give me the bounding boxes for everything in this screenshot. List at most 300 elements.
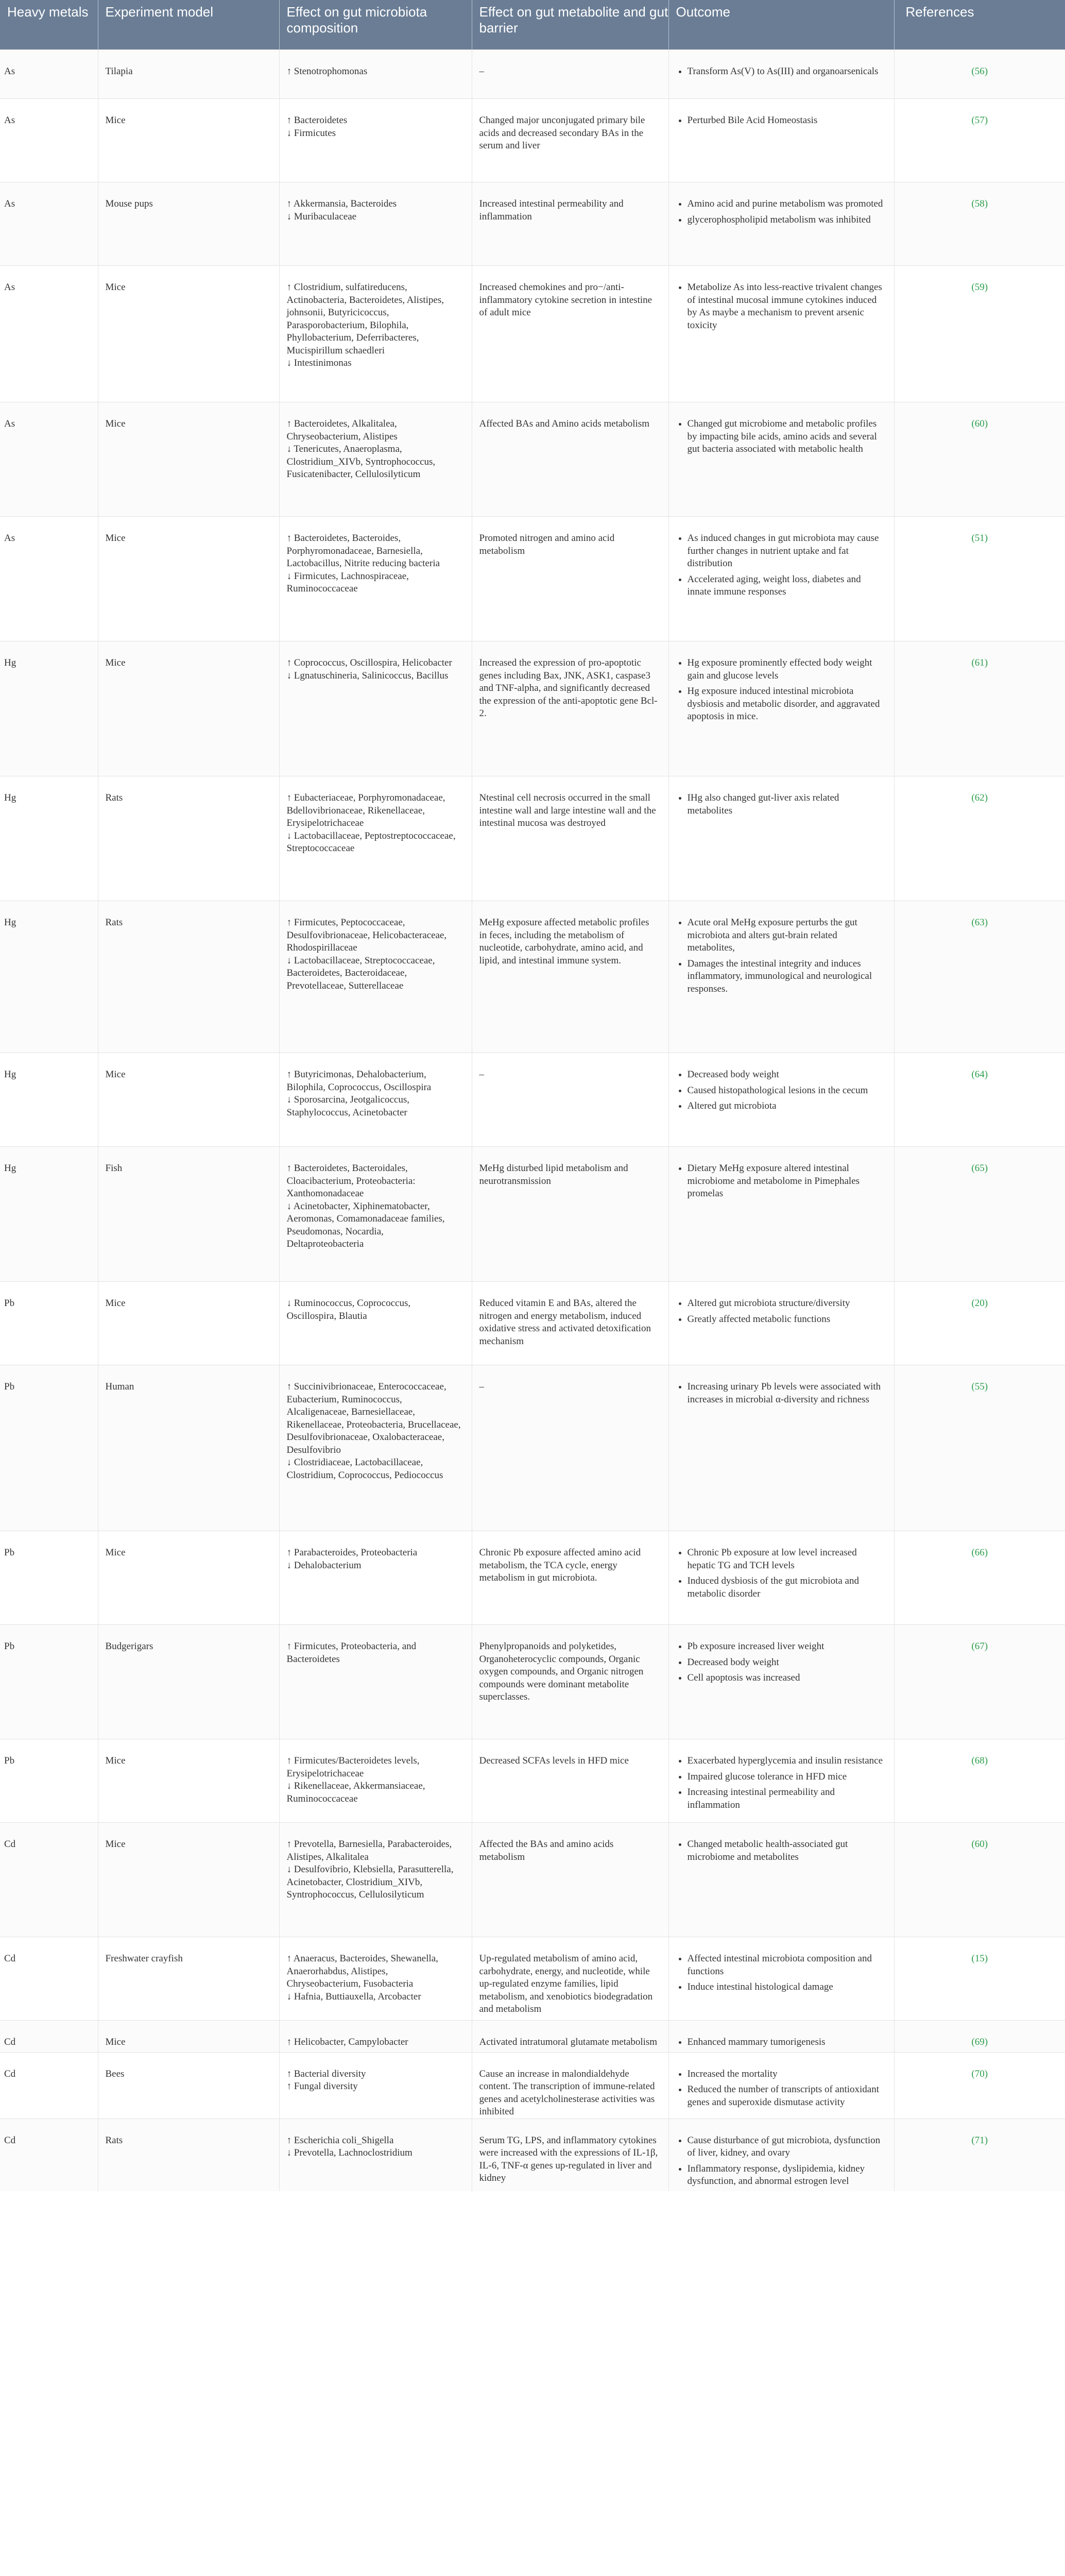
metabolite-effect-value: MeHg exposure affected metabolic profiles in feces, including the metabolism of nucleotide, carbohydrate, amino acid, and lipid, and intestinal immune system. <box>479 917 649 966</box>
experiment-model-cell <box>98 50 279 99</box>
experiment-model-cell <box>98 517 279 641</box>
header-row <box>0 0 1065 50</box>
heavy-metal-cell <box>0 2052 98 2119</box>
gut-microbiota-cell <box>279 1739 472 1823</box>
microbiota-change-line: ↑ Firmicutes/Bacteroidetes levels, Erysipelotrichaceae <box>286 1755 420 1779</box>
heavy-metal-value: Cd <box>4 1953 16 1964</box>
heavy-metal-value: Pb <box>4 1298 15 1309</box>
outcome-list <box>676 1953 884 1994</box>
microbiota-change-line: ↓ Acinetobacter, Xiphinematobacter, Aeromonas, Comamonadaceae families, Pseudomonas, Nocardia, Deltaproteobacteria <box>286 1200 445 1249</box>
microbiota-change-line: ↑ Butyricimonas, Dehalobacterium, Bilophila, Coprococcus, Oscillospira <box>286 1069 432 1093</box>
heavy-metal-cell <box>0 1282 98 1365</box>
experiment-model-cell <box>98 1282 279 1365</box>
microbiota-change-line: ↑ Fungal diversity <box>286 2081 358 2092</box>
experiment-model-value: Mice <box>105 1298 126 1309</box>
outcome-item: • Caused histopathological lesions in the cecum <box>688 1084 884 1097</box>
outcome-list <box>676 2068 884 2109</box>
gut-microbiota-cell <box>279 1531 472 1625</box>
heavy-metal-cell <box>0 266 98 402</box>
outcome-item: • Hg exposure prominently effected body weight gain and glucose levels <box>688 657 884 682</box>
reference-link[interactable]: (15) <box>971 1953 988 1964</box>
experiment-model-cell <box>98 1365 279 1531</box>
outcome-item: • Hg exposure induced intestinal microbiota dysbiosis and metabolic disorder, and aggravated apoptosis in mice. <box>688 685 884 723</box>
outcome-list <box>676 532 884 599</box>
table-row <box>0 50 1065 99</box>
outcome-item: • Induce intestinal histological damage <box>688 1981 884 1994</box>
outcome-item: • Acute oral MeHg exposure perturbs the gut microbiota and alters gut-brain related metabolites, <box>688 917 884 955</box>
gut-metabolite-cell <box>472 1282 668 1365</box>
reference-cell <box>894 1625 1065 1739</box>
gut-microbiota-cell <box>279 2021 472 2053</box>
experiment-model-cell <box>98 1823 279 1937</box>
microbiota-change-line: ↑ Firmicutes, Peptococcaceae, Desulfovibrionaceae, Helicobacteraceae, Rhodospirillaceae <box>286 917 447 953</box>
microbiota-change-line: ↓ Desulfovibrio, Klebsiella, Parasutterella, Acinetobacter, Clostridium_XIVb, Syntrophococcus, Cellulosilyticum <box>286 1864 454 1900</box>
experiment-model-value: Budgerigars <box>105 1641 153 1652</box>
microbiota-change-line: ↓ Intestinimonas <box>286 358 352 368</box>
gut-microbiota-cell <box>279 1937 472 2021</box>
header-gut-metabolite-effect: Effect on gut metabolite and gut barrier <box>472 0 668 50</box>
reference-link[interactable]: (60) <box>971 1839 988 1850</box>
experiment-model-value: Fish <box>105 1163 123 1174</box>
experiment-model-cell <box>98 1739 279 1823</box>
outcome-item: • Increasing intestinal permeability and inflammation <box>688 1786 884 1811</box>
outcome-list <box>676 1838 884 1863</box>
outcome-item: • Decreased body weight <box>688 1656 884 1669</box>
experiment-model-cell <box>98 266 279 402</box>
gut-metabolite-cell <box>472 1739 668 1823</box>
outcome-item: • Decreased body weight <box>688 1069 884 1081</box>
outcome-cell <box>668 1823 894 1937</box>
heavy-metal-value: As <box>4 418 15 429</box>
heavy-metal-value: Cd <box>4 2068 16 2079</box>
outcome-item: • Affected intestinal microbiota composition and functions <box>688 1953 884 1978</box>
metabolite-effect-value: Increased chemokines and pro−/anti-inflammatory cytokine secretion in intestine of adult mice <box>479 282 652 318</box>
outcome-cell <box>668 99 894 182</box>
table-row <box>0 99 1065 182</box>
table-body <box>0 50 1065 2191</box>
experiment-model-value: Freshwater crayfish <box>105 1953 183 1964</box>
table-row <box>0 1053 1065 1147</box>
outcome-item: • Changed gut microbiome and metabolic profiles by impacting bile acids, amino acids and several gut bacteria associated with metabolic health <box>688 418 884 456</box>
heavy-metal-value: Pb <box>4 1755 15 1766</box>
outcome-list <box>676 65 884 78</box>
experiment-model-cell <box>98 641 279 776</box>
microbiota-change-line: ↓ Muribaculaceae <box>286 211 357 222</box>
experiment-model-value: Mice <box>105 2037 126 2047</box>
table-row <box>0 2021 1065 2053</box>
outcome-item: • Dietary MeHg exposure altered intestinal microbiome and metabolome in Pimephales promelas <box>688 1162 884 1200</box>
experiment-model-cell <box>98 1625 279 1739</box>
reference-link[interactable]: (64) <box>971 1069 988 1080</box>
microbiota-change-line: ↑ Eubacteriaceae, Porphyromonadaceae, Bdellovibrionaceae, Rikenellaceae, Erysipelotrichaceae <box>286 792 445 828</box>
reference-link[interactable]: (60) <box>971 418 988 429</box>
outcome-item: • Increased the mortality <box>688 2068 884 2081</box>
microbiota-change-line: ↑ Stenotrophomonas <box>286 66 368 77</box>
heavy-metal-cell <box>0 1365 98 1531</box>
reference-cell <box>894 99 1065 182</box>
outcome-cell <box>668 50 894 99</box>
heavy-metal-value: Cd <box>4 2037 16 2047</box>
outcome-list <box>676 792 884 817</box>
gut-metabolite-cell <box>472 1365 668 1531</box>
microbiota-change-line: ↓ Ruminococcus, Coprococcus, Oscillospira, Blautia <box>286 1298 411 1321</box>
heavy-metal-cell <box>0 1823 98 1937</box>
outcome-cell <box>668 1053 894 1147</box>
outcome-cell <box>668 402 894 517</box>
gut-microbiota-cell <box>279 266 472 402</box>
microbiota-change-line: ↓ Clostridiaceae, Lactobacillaceae, Clostridium, Coprococcus, Pediococcus <box>286 1457 443 1481</box>
gut-metabolite-cell <box>472 2119 668 2191</box>
metabolite-effect-value: Increased the expression of pro-apoptotic genes including Bax, JNK, ASK1, caspase3 and TNF-alpha, and significantly decreased the expression of the anti-apoptotic gene Bcl-2. <box>479 657 658 719</box>
heavy-metal-value: Cd <box>4 2134 16 2146</box>
microbiota-change-line: ↑ Akkermansia, Bacteroides <box>286 198 397 209</box>
heavy-metal-cell <box>0 182 98 266</box>
experiment-model-value: Mice <box>105 1755 126 1766</box>
table-row <box>0 517 1065 641</box>
header-references: References <box>894 0 1065 50</box>
heavy-metal-cell <box>0 1053 98 1147</box>
reference-cell <box>894 1053 1065 1147</box>
heavy-metal-value: Hg <box>4 1069 16 1080</box>
gut-microbiota-cell <box>279 1365 472 1531</box>
reference-cell <box>894 1147 1065 1282</box>
metabolite-effect-value: Phenylpropanoids and polyketides, Organoheterocyclic compounds, Organic oxygen compounds, and Organic nitrogen compounds were dominant metabolite superclasses. <box>479 1641 644 1702</box>
table-row <box>0 1937 1065 2021</box>
heavy-metal-cell <box>0 50 98 99</box>
metabolite-effect-value: Reduced vitamin E and BAs, altered the nitrogen and energy metabolism, induced oxidative stress and activated detoxification mechanism <box>479 1298 651 1347</box>
outcome-item: • Enhanced mammary tumorigenesis <box>688 2036 884 2049</box>
outcome-item: • Inflammatory response, dyslipidemia, kidney dysfunction, and abnormal estrogen level <box>688 2163 884 2188</box>
heavy-metal-cell <box>0 517 98 641</box>
table-row <box>0 1282 1065 1365</box>
reference-cell <box>894 1823 1065 1937</box>
microbiota-change-line: ↑ Bacterial diversity <box>286 2068 366 2079</box>
table-row <box>0 1147 1065 1282</box>
table-row <box>0 1365 1065 1531</box>
experiment-model-value: Rats <box>105 2134 123 2146</box>
reference-link[interactable]: (61) <box>971 657 988 668</box>
reference-cell <box>894 1739 1065 1823</box>
gut-microbiota-cell <box>279 901 472 1053</box>
metabolite-effect-value: Decreased SCFAs levels in HFD mice <box>479 1755 629 1766</box>
outcome-cell <box>668 1625 894 1739</box>
outcome-list <box>676 1297 884 1326</box>
metabolite-effect-value: Changed major unconjugated primary bile acids and decreased secondary BAs in the serum and liver <box>479 115 645 151</box>
outcome-item: • Impaired glucose tolerance in HFD mice <box>688 1771 884 1784</box>
reference-cell <box>894 2119 1065 2191</box>
microbiota-change-line: ↑ Parabacteroides, Proteobacteria <box>286 1547 418 1558</box>
table-row <box>0 1625 1065 1739</box>
outcome-item: • Perturbed Bile Acid Homeostasis <box>688 114 884 127</box>
reference-link[interactable]: (55) <box>971 1381 988 1392</box>
microbiota-change-line: ↑ Escherichia coli_Shigella <box>286 2134 394 2146</box>
gut-metabolite-cell <box>472 50 668 99</box>
outcome-list <box>676 281 884 332</box>
experiment-model-value: Mice <box>105 115 126 126</box>
reference-link[interactable]: (62) <box>971 792 988 803</box>
microbiota-change-line: ↑ Bacteroidetes <box>286 115 348 126</box>
outcome-item: • As induced changes in gut microbiota may cause further changes in nutrient uptake and fat distribution <box>688 532 884 570</box>
outcome-list <box>676 657 884 723</box>
outcome-list <box>676 1381 884 1406</box>
gut-metabolite-cell <box>472 182 668 266</box>
reference-link[interactable]: (71) <box>971 2134 988 2146</box>
experiment-model-cell <box>98 1531 279 1625</box>
gut-metabolite-cell <box>472 2021 668 2053</box>
outcome-list <box>676 418 884 456</box>
microbiota-change-line: ↑ Bacteroidetes, Bacteroidales, Cloacibacterium, Proteobacteria: Xanthomonadaceae <box>286 1163 416 1199</box>
reference-link[interactable]: (67) <box>971 1641 988 1652</box>
reference-link[interactable]: (68) <box>971 1755 988 1766</box>
outcome-list <box>676 1640 884 1685</box>
microbiota-change-line: ↑ Clostridium, sulfatireducens, Actinobacteria, Bacteroidetes, Alistipes, johnsonii, Butyricicoccus, Parasporobacterium, Bilophila, Phyllobacterium, Deferribacteres, Mucispirillum schaedleri <box>286 282 444 356</box>
outcome-cell <box>668 776 894 901</box>
microbiota-change-line: ↑ Anaeracus, Bacteroides, Shewanella, Anaerorhabdus, Alistipes, Chryseobacterium, Fusobacteria <box>286 1953 438 1989</box>
heavy-metal-cell <box>0 1937 98 2021</box>
reference-cell <box>894 182 1065 266</box>
outcome-list <box>676 1547 884 1600</box>
outcome-cell <box>668 517 894 641</box>
reference-link[interactable]: (51) <box>971 533 988 544</box>
gut-metabolite-cell <box>472 1531 668 1625</box>
gut-metabolite-cell <box>472 1937 668 2021</box>
gut-metabolite-cell <box>472 1053 668 1147</box>
metabolite-effect-value: Affected the BAs and amino acids metabolism <box>479 1839 614 1862</box>
reference-cell <box>894 2052 1065 2119</box>
outcome-cell <box>668 2052 894 2119</box>
reference-cell <box>894 776 1065 901</box>
outcome-cell <box>668 1937 894 2021</box>
outcome-cell <box>668 1531 894 1625</box>
reference-link[interactable]: (65) <box>971 1163 988 1174</box>
heavy-metal-value: Hg <box>4 657 16 668</box>
gut-metabolite-cell <box>472 402 668 517</box>
microbiota-change-line: ↑ Succinivibrionaceae, Enterococcaceae, Eubacterium, Ruminococcus, Alcaligenaceae, Barnesiellaceae, Rikenellaceae, Proteobacteria, Brucellaceae, Desulfovibrionaceae, Oxalobacteraceae, Desulfovibrio <box>286 1381 461 1455</box>
heavy-metal-value: As <box>4 533 15 544</box>
outcome-cell <box>668 1147 894 1282</box>
outcome-item: • Exacerbated hyperglycemia and insulin resistance <box>688 1755 884 1768</box>
experiment-model-value: Mice <box>105 418 126 429</box>
heavy-metal-cell <box>0 641 98 776</box>
experiment-model-value: Mice <box>105 533 126 544</box>
gut-microbiota-cell <box>279 182 472 266</box>
experiment-model-cell <box>98 2021 279 2053</box>
heavy-metal-cell <box>0 1625 98 1739</box>
gut-metabolite-cell <box>472 776 668 901</box>
metabolite-effect-value: Affected BAs and Amino acids metabolism <box>479 418 650 429</box>
table-row <box>0 1531 1065 1625</box>
table-row <box>0 2052 1065 2119</box>
gut-microbiota-cell <box>279 1147 472 1282</box>
heavy-metal-value: As <box>4 115 15 126</box>
reference-cell <box>894 1531 1065 1625</box>
gut-metabolite-cell <box>472 1625 668 1739</box>
experiment-model-value: Bees <box>105 2068 125 2079</box>
outcome-list <box>676 1069 884 1113</box>
experiment-model-cell <box>98 1053 279 1147</box>
outcome-item: • Induced dysbiosis of the gut microbiota and metabolic disorder <box>688 1575 884 1600</box>
outcome-cell <box>668 1739 894 1823</box>
gut-metabolite-cell <box>472 1823 668 1937</box>
microbiota-change-line: ↓ Prevotella, Lachnoclostridium <box>286 2147 413 2158</box>
header-gut-microbiota-effect: Effect on gut microbiota composition <box>279 0 472 50</box>
gut-microbiota-cell <box>279 517 472 641</box>
experiment-model-cell <box>98 776 279 901</box>
reference-cell <box>894 901 1065 1053</box>
metabolite-effect-value: Increased intestinal permeability and inflammation <box>479 198 624 222</box>
outcome-list <box>676 2134 884 2188</box>
experiment-model-value: Mice <box>105 1839 126 1850</box>
microbiota-change-line: ↓ Hafnia, Buttiauxella, Arcobacter <box>286 1991 421 2002</box>
heavy-metal-value: Pb <box>4 1547 15 1558</box>
outcome-list <box>676 917 884 995</box>
gut-microbiota-cell <box>279 2052 472 2119</box>
reference-cell <box>894 266 1065 402</box>
heavy-metal-value: As <box>4 66 15 77</box>
experiment-model-value: Mice <box>105 1547 126 1558</box>
heavy-metal-value: Hg <box>4 917 16 928</box>
outcome-item: • Changed metabolic health-associated gut microbiome and metabolites <box>688 1838 884 1863</box>
microbiota-change-line: ↓ Rikenellaceae, Akkermansiaceae, Ruminococcaceae <box>286 1781 425 1804</box>
table-row <box>0 1823 1065 1937</box>
microbiota-change-line: ↓ Lactobacillaceae, Peptostreptococcaceae, Streptococcaceae <box>286 830 456 854</box>
experiment-model-cell <box>98 2119 279 2191</box>
microbiota-change-line: ↓ Firmicutes <box>286 127 336 139</box>
microbiota-change-line: ↑ Coprococcus, Oscillospira, Helicobacter <box>286 657 452 668</box>
reference-cell <box>894 517 1065 641</box>
outcome-list <box>676 198 884 226</box>
gut-microbiota-cell <box>279 1625 472 1739</box>
reference-link[interactable]: (56) <box>971 66 988 77</box>
microbiota-change-line: ↓ Lgnatuschineria, Salinicoccus, Bacillus <box>286 670 449 681</box>
metabolite-effect-value: – <box>479 1069 484 1080</box>
heavy-metal-value: As <box>4 198 15 209</box>
gut-microbiota-cell <box>279 50 472 99</box>
outcome-item: • Pb exposure increased liver weight <box>688 1640 884 1653</box>
metabolite-effect-value: Cause an increase in malondialdehyde content. The transcription of immune-related genes and acetylcholinesterase activities was inhibited <box>479 2068 655 2117</box>
microbiota-change-line: ↓ Sporosarcina, Jeotgalicoccus, Staphylococcus, Acinetobacter <box>286 1094 409 1118</box>
table-row <box>0 776 1065 901</box>
table-header <box>0 0 1065 50</box>
outcome-item: • Increasing urinary Pb levels were associated with increases in microbial α-diversity and richness <box>688 1381 884 1406</box>
outcome-cell <box>668 2119 894 2191</box>
heavy-metal-cell <box>0 1739 98 1823</box>
gut-metabolite-cell <box>472 901 668 1053</box>
reference-link[interactable]: (59) <box>971 282 988 293</box>
reference-cell <box>894 1282 1065 1365</box>
outcome-item: • IHg also changed gut-liver axis related metabolites <box>688 792 884 817</box>
table-row <box>0 901 1065 1053</box>
heavy-metal-cell <box>0 1147 98 1282</box>
experiment-model-value: Tilapia <box>105 66 133 77</box>
gut-metabolite-cell <box>472 517 668 641</box>
experiment-model-value: Rats <box>105 917 123 928</box>
outcome-item: • Metabolize As into less-reactive trivalent changes of intestinal mucosal immune cytokines induced by As maybe a mechanism to prevent arsenic toxicity <box>688 281 884 332</box>
gut-metabolite-cell <box>472 641 668 776</box>
reference-link[interactable]: (20) <box>971 1298 988 1309</box>
heavy-metal-cell <box>0 776 98 901</box>
outcome-item: • Greatly affected metabolic functions <box>688 1313 884 1326</box>
heavy-metal-cell <box>0 1531 98 1625</box>
table-row <box>0 182 1065 266</box>
reference-cell <box>894 641 1065 776</box>
metabolite-effect-value: Up-regulated metabolism of amino acid, carbohydrate, energy, and nucleotide, while up-regulated enzyme families, lipid metabolism, and xenobiotics biodegradation and metabolism <box>479 1953 653 2014</box>
gut-metabolite-cell <box>472 2052 668 2119</box>
reference-link[interactable]: (66) <box>971 1547 988 1558</box>
gut-microbiota-cell <box>279 776 472 901</box>
heavy-metal-value: Hg <box>4 792 16 803</box>
outcome-cell <box>668 266 894 402</box>
heavy-metal-cell <box>0 99 98 182</box>
reference-cell <box>894 50 1065 99</box>
table-row <box>0 2119 1065 2191</box>
outcome-cell <box>668 641 894 776</box>
heavy-metal-cell <box>0 2119 98 2191</box>
reference-link[interactable]: (57) <box>971 115 988 126</box>
microbiota-change-line: ↑ Firmicutes, Proteobacteria, and Bacteroidetes <box>286 1641 417 1665</box>
experiment-model-value: Mice <box>105 282 126 293</box>
gut-metabolite-cell <box>472 1147 668 1282</box>
outcome-cell <box>668 2021 894 2053</box>
outcome-item: • Altered gut microbiota structure/diversity <box>688 1297 884 1310</box>
gut-microbiota-cell <box>279 402 472 517</box>
heavy-metal-value: Hg <box>4 1163 16 1174</box>
gut-microbiota-cell <box>279 1053 472 1147</box>
metabolite-effect-value: Serum TG, LPS, and inflammatory cytokines were increased with the expressions of IL-1β, IL-6, TNF-α genes up-regulated in liver and kidney <box>479 2134 658 2183</box>
outcome-item: • Amino acid and purine metabolism was promoted <box>688 198 884 211</box>
outcome-item: • Chronic Pb exposure at low level increased hepatic TG and TCH levels <box>688 1547 884 1572</box>
heavy-metal-value: Pb <box>4 1641 15 1652</box>
outcome-item: • Reduced the number of transcripts of antioxidant genes and superoxide dismutase activity <box>688 2083 884 2109</box>
metabolite-effect-value: Chronic Pb exposure affected amino acid metabolism, the TCA cycle, energy metabolism in gut microbiota. <box>479 1547 641 1583</box>
experiment-model-value: Rats <box>105 792 123 803</box>
experiment-model-cell <box>98 182 279 266</box>
gut-microbiota-cell <box>279 99 472 182</box>
gut-microbiota-cell <box>279 1282 472 1365</box>
microbiota-change-line: ↓ Dehalobacterium <box>286 1560 362 1571</box>
metabolite-effect-value: Activated intratumoral glutamate metabolism <box>479 2037 658 2047</box>
reference-link[interactable]: (70) <box>971 2068 988 2079</box>
outcome-item: • Transform As(V) to As(III) and organoarsenicals <box>688 65 884 78</box>
microbiota-change-line: ↓ Tenericutes, Anaeroplasma, Clostridium_XIVb, Syntrophococcus, Fusicatenibacter, Cellulosilyticum <box>286 444 436 480</box>
outcome-item: • glycerophospholipid metabolism was inhibited <box>688 214 884 227</box>
outcome-item: • Cause disturbance of gut microbiota, dysfunction of liver, kidney, and ovary <box>688 2134 884 2160</box>
experiment-model-value: Human <box>105 1381 134 1392</box>
reference-link[interactable]: (58) <box>971 198 988 209</box>
table-row <box>0 266 1065 402</box>
outcome-item: • Damages the intestinal integrity and induces inflammatory, immunological and neurological responses. <box>688 958 884 996</box>
heavy-metal-cell <box>0 402 98 517</box>
reference-link[interactable]: (63) <box>971 917 988 928</box>
table-row <box>0 641 1065 776</box>
heavy-metal-value: As <box>4 282 15 293</box>
gut-microbiota-cell <box>279 641 472 776</box>
heavy-metal-cell <box>0 901 98 1053</box>
reference-link[interactable]: (69) <box>971 2037 988 2047</box>
metabolite-effect-value: Ntestinal cell necrosis occurred in the small intestine wall and large intestine wall and the intestinal mucosa was destroyed <box>479 792 656 828</box>
outcome-list <box>676 2036 884 2049</box>
gut-metabolite-cell <box>472 99 668 182</box>
outcome-cell <box>668 1282 894 1365</box>
metabolite-effect-value: – <box>479 1381 484 1392</box>
microbiota-change-line: ↓ Lactobacillaceae, Streptococcaceae, Bacteroidetes, Bacteroidaceae, Prevotellaceae, Sutterellaceae <box>286 955 435 991</box>
gut-microbiota-cell <box>279 1823 472 1937</box>
outcome-item: • Accelerated aging, weight loss, diabetes and innate immune responses <box>688 573 884 599</box>
microbiota-change-line: ↑ Bacteroidetes, Alkalitalea, Chryseobacterium, Alistipes <box>286 418 398 442</box>
microbiota-change-line: ↓ Firmicutes, Lachnospiraceae, Ruminococcaceae <box>286 570 409 594</box>
outcome-list <box>676 1162 884 1200</box>
experiment-model-cell <box>98 1937 279 2021</box>
